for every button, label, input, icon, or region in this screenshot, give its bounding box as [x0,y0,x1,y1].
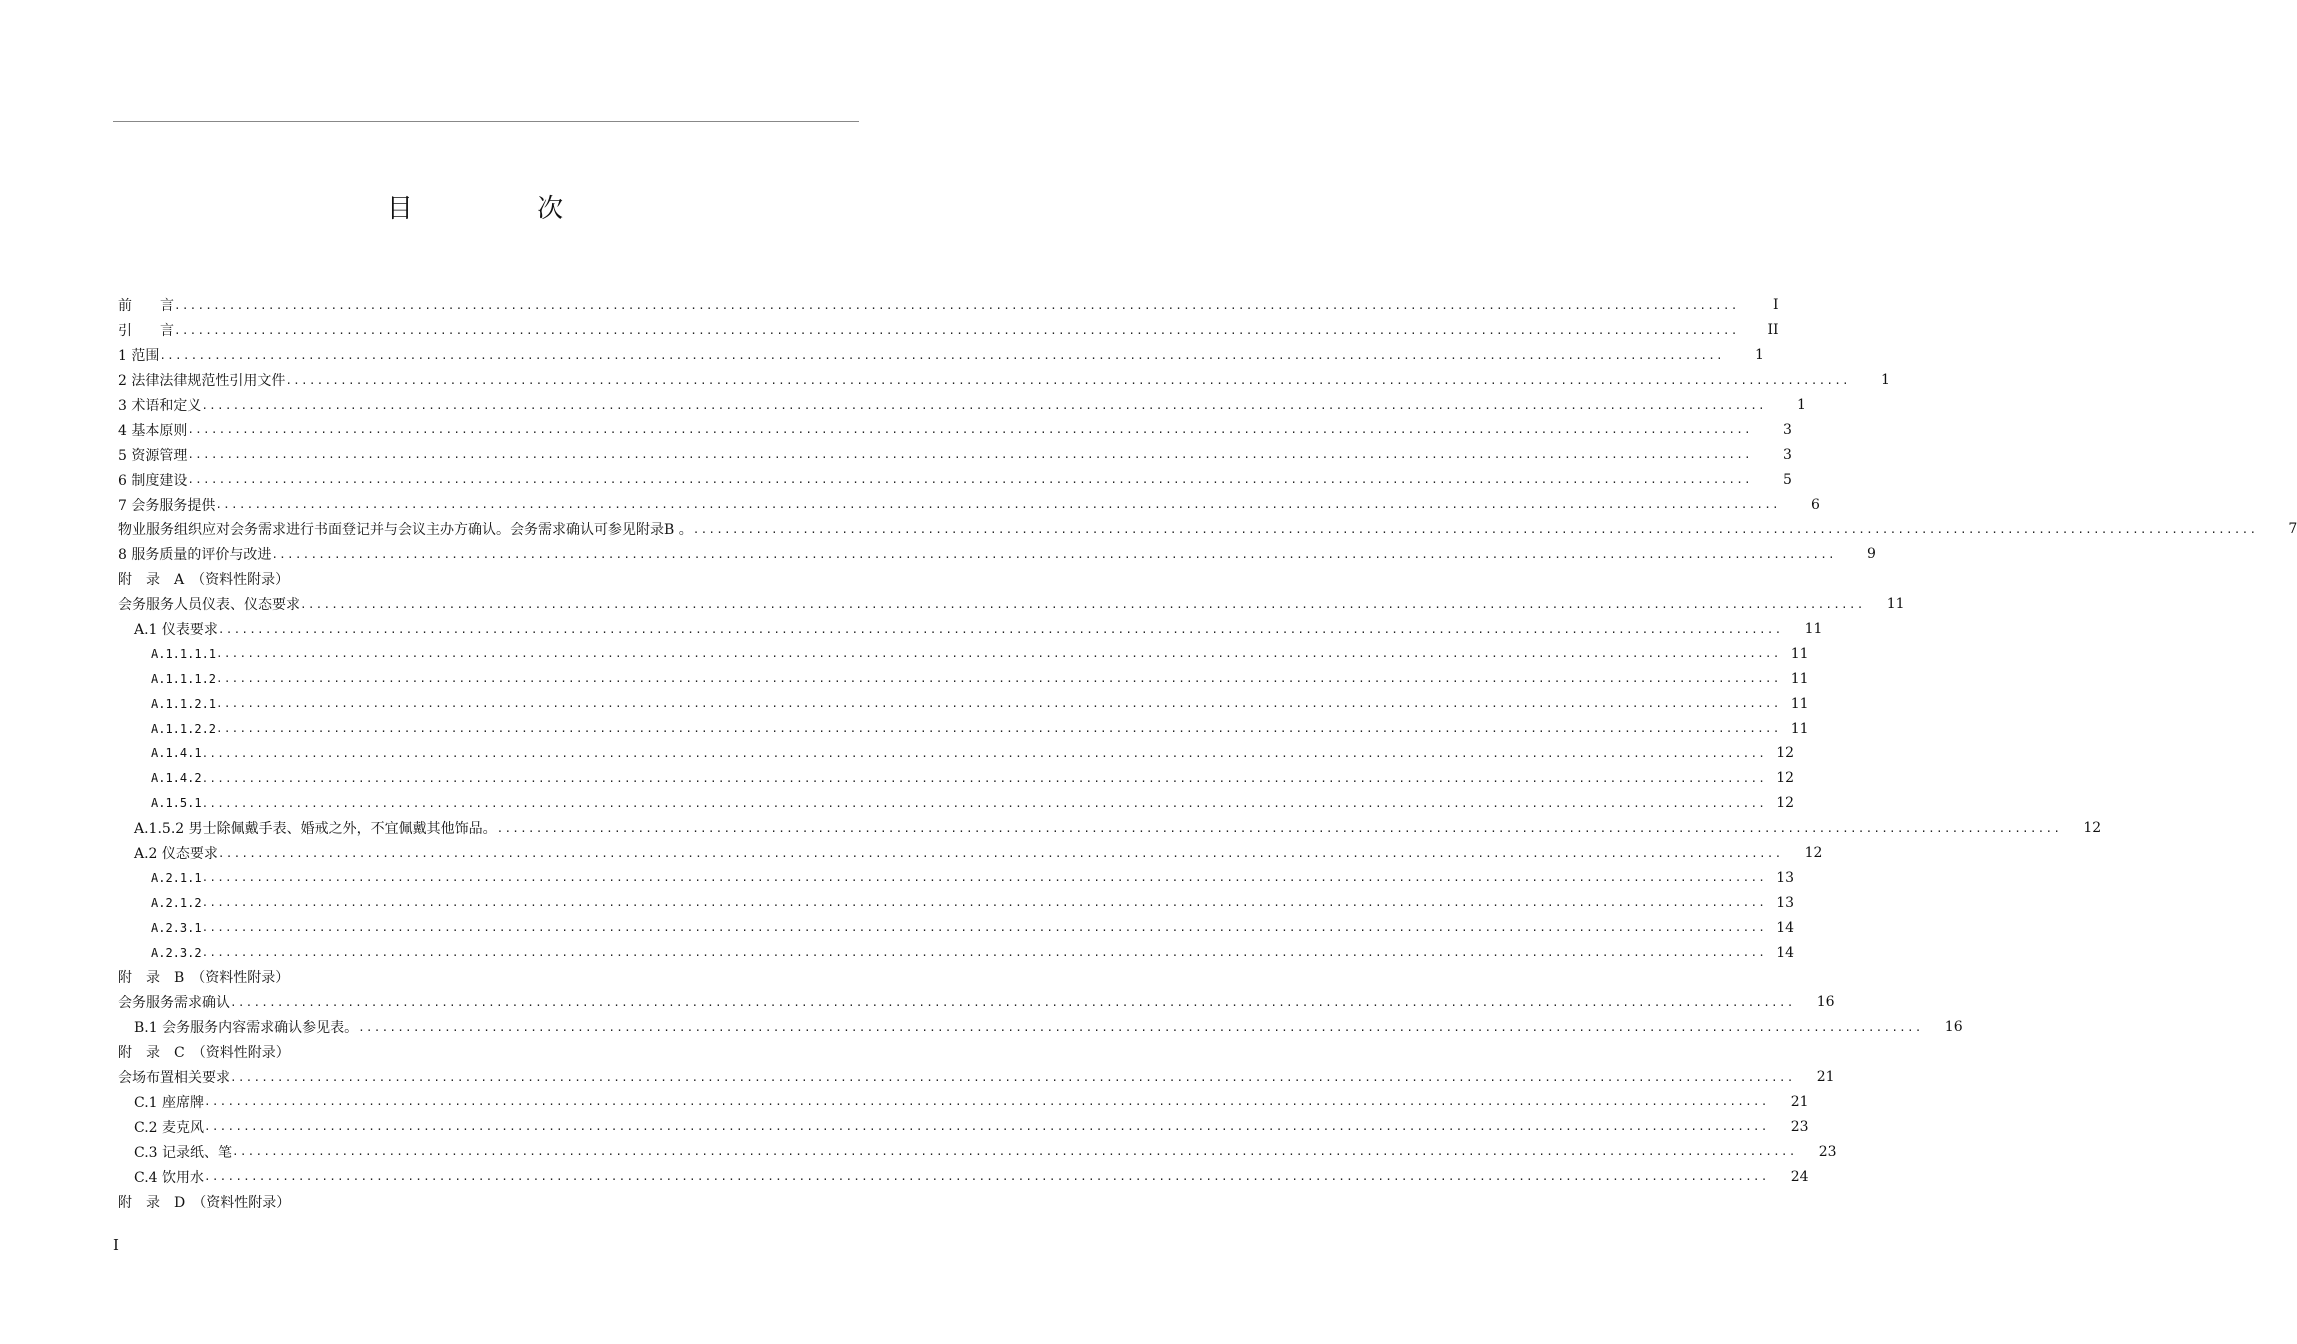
toc-leader-dots: ........................................................................................................................................................................................................ [216,722,1781,736]
toc-entry-page: 13 [1776,894,1795,911]
header-rule [113,121,859,122]
toc-entry-page: 23 [1790,1118,1809,1135]
toc-entry[interactable] [118,492,1820,517]
toc-leader-dots: ........................................................................................................................................................................................................ [358,1020,1923,1034]
toc-entry[interactable] [118,1065,1835,1090]
toc-entry-page: 16 [1816,994,1835,1011]
toc-leader-dots: ........................................................................................................................................................................................................ [692,522,2258,536]
toc-leader-dots: ........................................................................................................................................................................................................ [187,448,1752,462]
toc-leader-dots: ........................................................................................................................................................................................................ [271,547,1836,561]
toc-entry-page: 12 [2083,820,2102,837]
toc-entry-label: A.1.1.2.2 [151,721,217,736]
toc-entry[interactable] [118,393,1806,418]
toc-entry-label: 引 言 [118,323,174,340]
toc-leader-dots: ........................................................................................................................................................................................................ [174,298,1739,312]
toc-entry-label: 3 术语和定义 [118,398,202,414]
toc-entry[interactable] [118,691,1809,716]
toc-entry-page: I [1772,297,1779,314]
toc-leader-dots: ........................................................................................................................................................................................................ [201,921,1767,935]
toc-entry-label: 会务服务人员仪表、仪态要求 [118,597,300,614]
toc-entry-label: B.1 会务服务内容需求确认参见表。 [134,1020,359,1037]
toc-entry-label: A.2.3.1 [151,920,202,935]
toc-entry-label: C.1 座席牌 [134,1094,205,1111]
toc-entry-label: 附 录 D （资料性附录） [118,1194,291,1211]
toc-entry-label: 附 录 A （资料性附录） [118,572,290,589]
toc-entry-page: 1 [1796,397,1806,413]
toc-leader-dots: ........................................................................................................................................................................................................ [174,323,1739,337]
toc-leader-dots: ........................................................................................................................................................................................................ [201,896,1767,910]
toc-entry-page: 12 [1776,795,1795,812]
toc-entry-page: 11 [1790,720,1809,737]
toc-leader-dots: ........................................................................................................................................................................................................ [232,1145,1797,1159]
toc-leader-dots: ........................................................................................................................................................................................................ [204,1095,1769,1109]
toc-entry-label: 前 言 [118,298,174,315]
toc-entry-label: 6 制度建设 [118,472,188,489]
toc-entry[interactable] [118,766,1795,791]
toc-leader-dots: ........................................................................................................................................................................................................ [201,796,1767,810]
toc-entry[interactable] [118,617,1823,642]
toc-leader-dots: ........................................................................................................................................................................................................ [215,498,1780,512]
toc-entry[interactable] [118,841,1823,866]
toc-entry[interactable] [118,442,1792,467]
toc-entry-page: 11 [1804,621,1823,638]
toc-entry[interactable] [118,915,1795,940]
toc-entry-label: 附 录 B （资料性附录） [118,970,290,987]
toc-entry[interactable] [118,467,1792,492]
toc-entry[interactable] [118,417,1792,442]
toc-entry[interactable] [118,641,1809,666]
toc-leader-dots: ........................................................................................................................................................................................................ [204,1120,1769,1134]
toc-entry-label: C.4 饮用水 [134,1169,205,1186]
toc-entry-page: 16 [1944,1019,1963,1036]
toc-entry-page: 23 [1818,1143,1837,1160]
toc-entry[interactable] [118,990,1835,1015]
toc-leader-dots: ........................................................................................................................................................................................................ [204,1170,1769,1184]
toc-leader-dots: ........................................................................................................................................................................................................ [230,1070,1795,1084]
toc-entry-page: 3 [1782,446,1792,463]
toc-entry[interactable] [118,716,1809,741]
toc-entry-page: 12 [1776,770,1795,787]
table-of-contents [118,293,2297,1214]
toc-entry-page: 7 [2288,521,2297,538]
toc-entry-page: 14 [1776,944,1795,961]
toc-leader-dots: ........................................................................................................................................................................................................ [159,348,1724,362]
toc-entry-label: 4 基本原则 [118,422,188,439]
toc-entry-page: 9 [1866,546,1876,563]
toc-leader-dots: ........................................................................................................................................................................................................ [216,647,1781,661]
toc-entry[interactable] [118,940,1795,965]
toc-entry-label: A.1.5.1 [151,796,202,811]
toc-entry-page: 1 [1880,372,1890,389]
toc-leader-dots: ........................................................................................................................................................................................................ [496,821,2062,835]
toc-entry-page: 24 [1790,1168,1809,1185]
appendix-heading [118,1189,858,1214]
toc-entry-page: 21 [1816,1069,1835,1086]
toc-leader-dots: ........................................................................................................................................................................................................ [201,746,1767,760]
toc-title: 目 次 [386,194,622,224]
toc-entry[interactable] [118,343,1764,368]
toc-entry-page: 13 [1776,869,1795,886]
toc-entry-label: A.1.5.2 男士除佩戴手表、婚戒之外，不宜佩戴其他饰品。 [134,821,497,838]
toc-entry[interactable] [118,1114,1809,1139]
toc-leader-dots: ........................................................................................................................................................................................................ [300,597,1865,611]
toc-entry[interactable] [118,865,1795,890]
toc-leader-dots: ........................................................................................................................................................................................................ [216,672,1781,686]
toc-leader-dots: ........................................................................................................................................................................................................ [187,423,1752,437]
toc-entry-label: A.2.1.1 [151,870,202,885]
toc-leader-dots: ........................................................................................................................................................................................................ [217,622,1783,636]
toc-entry-label: A.1.1.2.1 [151,696,217,711]
toc-entry-label: A.2.1.2 [151,895,202,910]
toc-leader-dots: ........................................................................................................................................................................................................ [217,846,1783,860]
toc-leader-dots: ........................................................................................................................................................................................................ [201,771,1767,785]
toc-entry-label: 会场布置相关要求 [118,1070,230,1087]
toc-entry[interactable] [118,816,2102,841]
toc-entry[interactable] [118,592,1905,617]
toc-entry-page: 3 [1782,421,1792,438]
toc-leader-dots: ........................................................................................................................................................................................................ [201,946,1767,960]
toc-entry[interactable] [118,741,1795,766]
toc-entry-label: 附 录 C （资料性附录） [118,1045,290,1062]
toc-entry-label: A.2 仪态要求 [134,846,218,863]
toc-entry-label: 8 服务质量的评价与改进 [118,547,272,564]
toc-entry-page: 11 [1790,695,1809,712]
toc-entry-label: A.1.4.1 [151,746,202,761]
toc-leader-dots: ........................................................................................................................................................................................................ [216,697,1781,711]
toc-entry-label: 1 范围 [118,348,160,365]
toc-entry-page: 1 [1754,347,1764,364]
toc-entry-page: 14 [1776,919,1795,936]
toc-entry-label: C.3 记录纸、笔 [134,1144,233,1161]
toc-entry-label: C.2 麦克风 [134,1119,205,1136]
appendix-heading [118,567,858,592]
footer-page-number: I [113,1236,119,1254]
toc-entry[interactable] [118,1015,1963,1040]
toc-entry-page: 5 [1782,471,1792,488]
toc-entry[interactable] [118,890,1795,915]
toc-entry-label: 7 会务服务提供 [118,497,216,514]
toc-entry-page: 12 [1776,745,1795,762]
toc-entry-page: 11 [1886,596,1905,613]
toc-entry-page: 21 [1790,1093,1809,1110]
toc-entry[interactable] [118,791,1795,816]
appendix-heading [118,965,858,990]
toc-entry[interactable] [118,1090,1809,1115]
toc-entry[interactable] [118,517,2297,542]
toc-entry-page: 12 [1804,845,1823,862]
toc-entry[interactable] [118,293,1779,318]
toc-entry[interactable] [118,1164,1809,1189]
toc-entry[interactable] [118,368,1890,393]
toc-leader-dots: ........................................................................................................................................................................................................ [201,871,1767,885]
toc-entry-page: 6 [1810,496,1820,513]
appendix-heading [118,1040,858,1065]
toc-entry-page: 11 [1790,670,1809,687]
toc-entry-label: A.2.3.2 [151,945,202,960]
toc-entry[interactable] [118,666,1809,691]
toc-leader-dots: ........................................................................................................................................................................................................ [187,473,1752,487]
toc-entry-label: A.1.1.1.1 [151,646,217,661]
toc-leader-dots: ........................................................................................................................................................................................................ [201,398,1766,412]
toc-entry-page: 11 [1790,645,1809,662]
toc-entry-page: II [1767,322,1779,339]
toc-entry-label: 5 资源管理 [118,447,188,464]
toc-entry-label: 2 法律法律规范性引用文件 [118,373,286,390]
toc-entry[interactable] [118,1139,1837,1164]
toc-entry-label: 会务服务需求确认 [118,995,230,1012]
toc-entry-label: A.1 仪表要求 [134,622,218,639]
toc-entry-label: A.1.1.1.2 [151,671,217,686]
toc-entry[interactable] [118,542,1876,567]
toc-leader-dots: ........................................................................................................................................................................................................ [230,995,1795,1009]
toc-leader-dots: ........................................................................................................................................................................................................ [285,373,1850,387]
toc-entry-label: A.1.4.2 [151,771,202,786]
toc-entry[interactable] [118,318,1779,343]
toc-entry-label: 物业服务组织应对会务需求进行书面登记并与会议主办方确认。会务需求确认可参见附录B 。 [118,522,693,539]
